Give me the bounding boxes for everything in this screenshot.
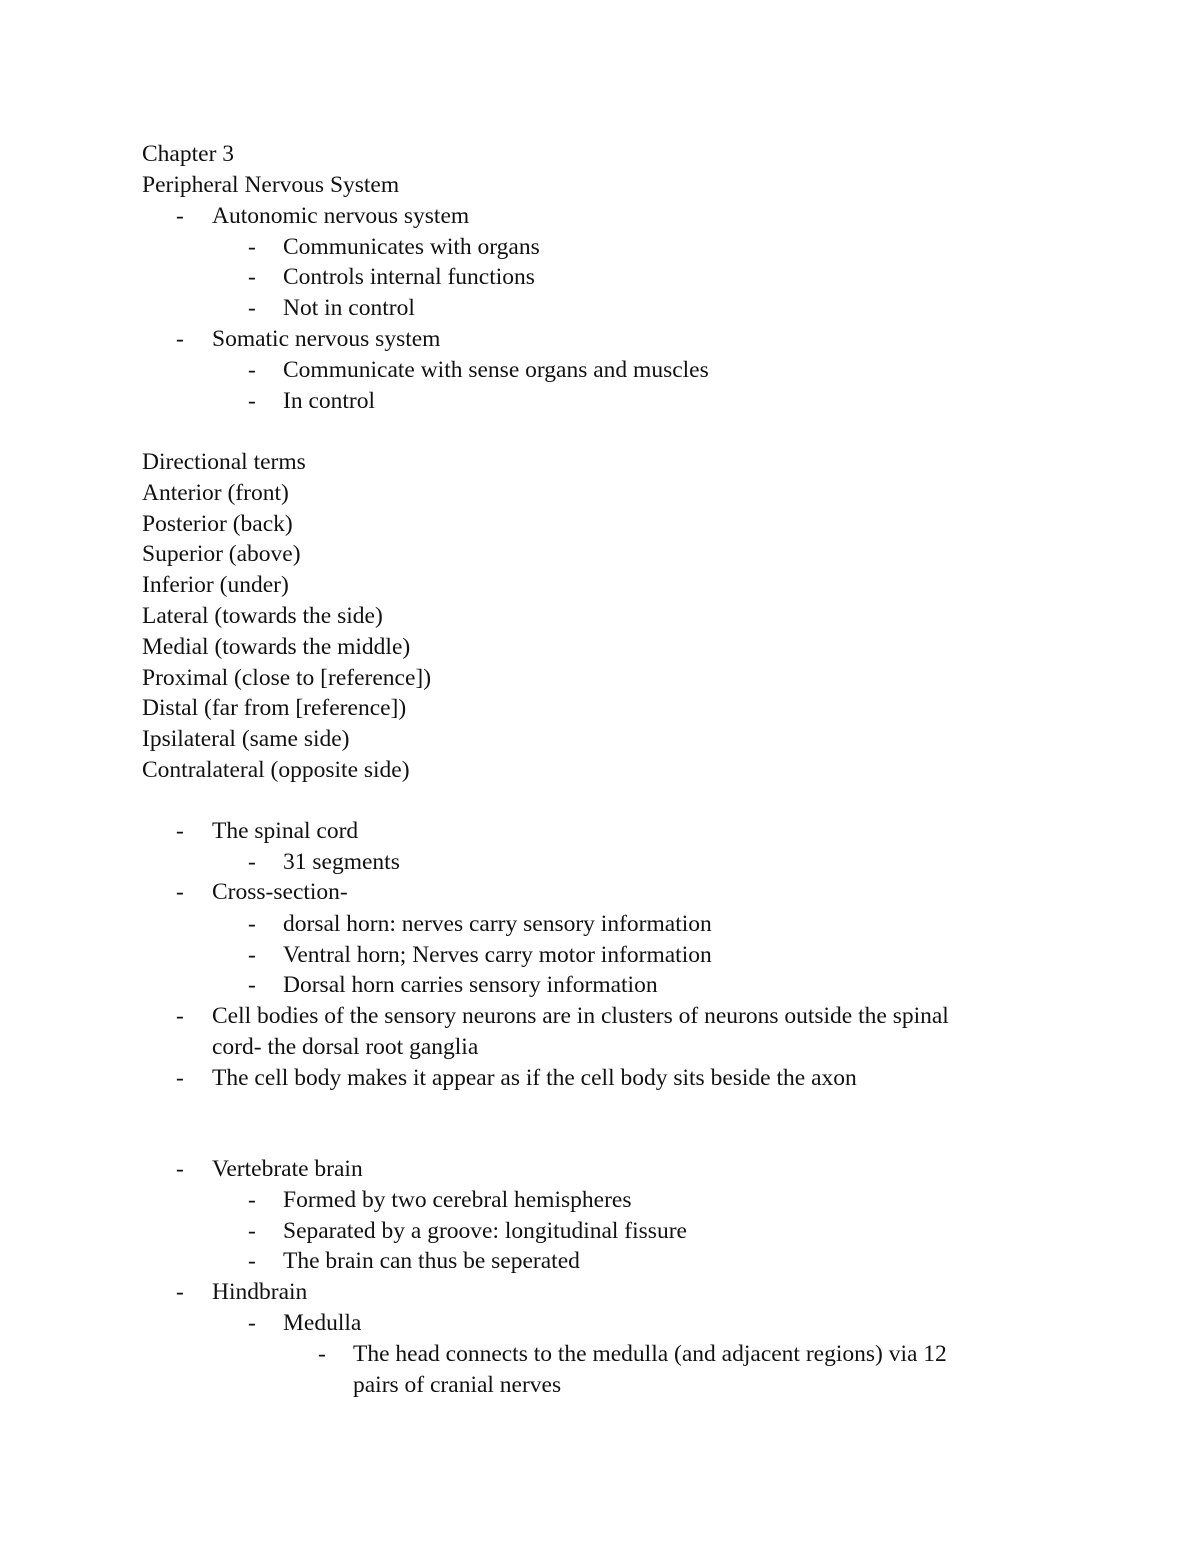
term-text: Lateral (towards the side) xyxy=(142,603,383,629)
list-item-text: Autonomic nervous system xyxy=(212,203,470,229)
list-item xyxy=(0,1185,1200,1216)
list-item xyxy=(0,970,1200,1001)
list-item-text: Not in control xyxy=(283,295,415,321)
list-item-text: Communicate with sense organs and muscles xyxy=(283,357,709,383)
term-text: Ipsilateral (same side) xyxy=(142,726,350,752)
list-item-text: 31 segments xyxy=(283,849,400,875)
chapter-title xyxy=(0,139,1200,170)
list-item-text: Controls internal functions xyxy=(283,264,535,290)
section-heading-pns-text: Peripheral Nervous System xyxy=(142,172,400,198)
list-item-text: The spinal cord xyxy=(212,818,359,844)
term-line xyxy=(0,601,1200,632)
list-item-text: Medulla xyxy=(283,1310,362,1336)
section-heading-pns xyxy=(0,170,1200,201)
list-item-text: In control xyxy=(283,388,376,414)
bullet-dash: - xyxy=(248,264,256,290)
term-line xyxy=(0,663,1200,694)
list-item xyxy=(0,1216,1200,1247)
list-item-text: Somatic nervous system xyxy=(212,326,441,352)
bullet-dash: - xyxy=(176,879,184,905)
list-item-text: Hindbrain xyxy=(212,1279,308,1305)
list-item xyxy=(0,940,1200,971)
term-line xyxy=(0,478,1200,509)
bullet-dash: - xyxy=(176,1156,184,1182)
term-line xyxy=(0,509,1200,540)
list-item-text: Ventral horn; Nerves carry motor information xyxy=(283,942,712,968)
list-item-cranial-nerves xyxy=(0,1339,1200,1370)
bullet-dash: - xyxy=(248,911,256,937)
list-item-text: pairs of cranial nerves xyxy=(353,1372,562,1398)
list-item xyxy=(0,293,1200,324)
bullet-dash: - xyxy=(248,1248,256,1274)
list-item-text: The cell body makes it appear as if the cell body sits beside the axon xyxy=(212,1065,857,1091)
list-item-spinal-cord xyxy=(0,816,1200,847)
chapter-title-text: Chapter 3 xyxy=(142,141,235,167)
bullet-dash: - xyxy=(248,357,256,383)
list-item-text: Vertebrate brain xyxy=(212,1156,363,1182)
bullet-dash: - xyxy=(176,1279,184,1305)
bullet-dash: - xyxy=(248,1310,256,1336)
list-item xyxy=(0,847,1200,878)
list-item-text: cord- the dorsal root ganglia xyxy=(212,1034,479,1060)
list-item xyxy=(0,386,1200,417)
bullet-dash: - xyxy=(248,1187,256,1213)
term-text: Posterior (back) xyxy=(142,511,293,537)
list-item-hindbrain xyxy=(0,1277,1200,1308)
term-text: Superior (above) xyxy=(142,541,301,567)
list-item-continuation xyxy=(0,1032,1200,1063)
bullet-dash: - xyxy=(176,326,184,352)
bullet-dash: - xyxy=(248,234,256,260)
list-item-text: Formed by two cerebral hemispheres xyxy=(283,1187,632,1213)
list-item-text: Communicates with organs xyxy=(283,234,540,260)
term-line xyxy=(0,693,1200,724)
list-item xyxy=(0,909,1200,940)
list-item xyxy=(0,262,1200,293)
bullet-dash: - xyxy=(176,203,184,229)
term-line xyxy=(0,724,1200,755)
bullet-dash: - xyxy=(318,1341,326,1367)
bullet-dash: - xyxy=(248,388,256,414)
list-item-medulla xyxy=(0,1308,1200,1339)
list-item-autonomic xyxy=(0,201,1200,232)
list-item xyxy=(0,1246,1200,1277)
bullet-dash: - xyxy=(176,1003,184,1029)
bullet-dash: - xyxy=(176,818,184,844)
term-text: Inferior (under) xyxy=(142,572,289,598)
bullet-dash: - xyxy=(248,1218,256,1244)
list-item xyxy=(0,232,1200,263)
term-text: Proximal (close to [reference]) xyxy=(142,665,432,691)
list-item-text: dorsal horn: nerves carry sensory information xyxy=(283,911,712,937)
list-item-text: Cross-section- xyxy=(212,879,348,905)
list-item-text: Dorsal horn carries sensory information xyxy=(283,972,658,998)
bullet-dash: - xyxy=(248,849,256,875)
list-item-text: The brain can thus be seperated xyxy=(283,1248,580,1274)
list-item-somatic xyxy=(0,324,1200,355)
list-item-continuation xyxy=(0,1370,1200,1401)
list-item-text: Cell bodies of the sensory neurons are in clusters of neurons outside the spinal xyxy=(212,1003,949,1029)
term-line xyxy=(0,539,1200,570)
term-line xyxy=(0,755,1200,786)
section-heading-directional-text: Directional terms xyxy=(142,449,306,475)
term-line xyxy=(0,632,1200,663)
list-item-cell-bodies xyxy=(0,1001,1200,1032)
bullet-dash: - xyxy=(248,972,256,998)
term-text: Medial (towards the middle) xyxy=(142,634,411,660)
list-item-cell-body-axon xyxy=(0,1063,1200,1094)
term-text: Distal (far from [reference]) xyxy=(142,695,407,721)
bullet-dash: - xyxy=(248,942,256,968)
bullet-dash: - xyxy=(248,295,256,321)
section-heading-directional xyxy=(0,447,1200,478)
term-text: Anterior (front) xyxy=(142,480,289,506)
list-item-text: Separated by a groove: longitudinal fissure xyxy=(283,1218,687,1244)
term-text: Contralateral (opposite side) xyxy=(142,757,410,783)
bullet-dash: - xyxy=(176,1065,184,1091)
term-line xyxy=(0,570,1200,601)
list-item-text: The head connects to the medulla (and adjacent regions) via 12 xyxy=(353,1341,947,1367)
list-item xyxy=(0,355,1200,386)
list-item-cross-section xyxy=(0,877,1200,908)
list-item-vertebrate-brain xyxy=(0,1154,1200,1185)
